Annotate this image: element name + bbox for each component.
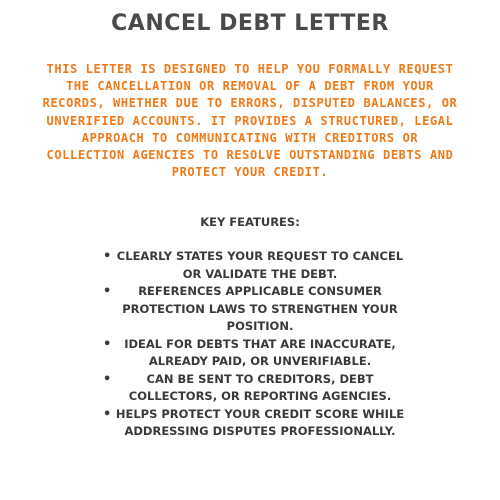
feature-text: HELPS PROTECT YOUR CREDIT SCORE WHILE ADDRESSING DISPUTES PROFESSIONALLY. [115, 406, 405, 438]
intro-paragraph: THIS LETTER IS DESIGNED TO HELP YOU FORMALLY REQUEST THE CANCELLATION OR REMOVAL OF A DEBT FROM YOUR RECORDS, WHETHER DUE TO ERRORS, DISPUTED BALANCES, OR UNVERIFIED ACCOUNTS. IT PROVIDES A STRUCTURED, LEGAL APPROACH TO COMMUNICATING WITH CREDITORS OR COLLECTION AGENCIES TO RESOLVE OUTSTANDING DEBTS AND PROTECT YOUR CREDIT. [42, 62, 458, 180]
feature-text: REFERENCES APPLICABLE CONSUMER PROTECTION LAWS TO STRENGTHEN YOUR POSITION. [122, 284, 398, 333]
bullet-icon: • [103, 406, 112, 422]
page-title: CANCEL DEBT LETTER [111, 11, 389, 36]
bullet-icon: • [103, 284, 112, 299]
list-item [100, 283, 410, 336]
list-item [100, 406, 410, 441]
bullet-icon: • [103, 249, 112, 264]
key-features-heading: KEY FEATURES: [200, 215, 300, 229]
list-item [100, 336, 410, 371]
features-list [100, 248, 410, 441]
bullet-icon: • [103, 371, 112, 387]
list-item [100, 248, 410, 283]
feature-text: CLEARLY STATES YOUR REQUEST TO CANCEL OR VALIDATE THE DEBT. [116, 249, 404, 281]
feature-text: CAN BE SENT TO CREDITORS, DEBT COLLECTORS, OR REPORTING AGENCIES. [128, 371, 392, 403]
bullet-icon: • [103, 336, 112, 352]
list-item [100, 371, 410, 406]
feature-text: IDEAL FOR DEBTS THAT ARE INACCURATE, ALREADY PAID, OR UNVERIFIABLE. [124, 336, 396, 368]
